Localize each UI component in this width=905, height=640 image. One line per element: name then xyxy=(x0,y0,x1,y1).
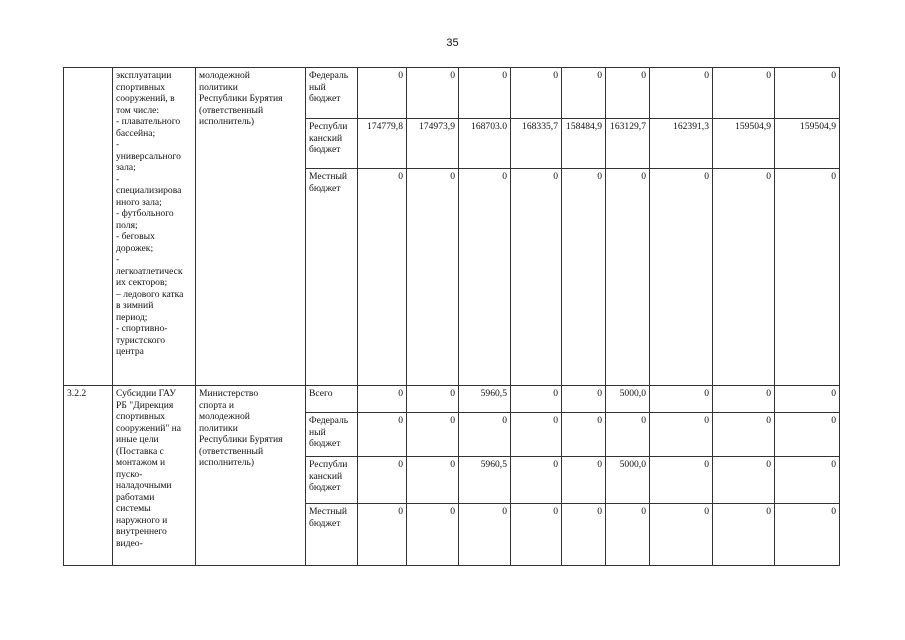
value-cell xyxy=(775,504,840,566)
page-number: 35 xyxy=(446,37,459,49)
value-text: 0 xyxy=(398,459,403,470)
value-cell xyxy=(775,169,840,386)
value-cell xyxy=(407,169,459,386)
value-cell xyxy=(650,119,713,169)
value-text: 0 xyxy=(831,171,836,182)
value-text: 168335,7 xyxy=(522,121,558,132)
value-text: 0 xyxy=(398,171,403,182)
value-cell xyxy=(459,169,511,386)
item-code-cell: 3.2.2 xyxy=(64,386,113,566)
value-cell xyxy=(606,169,650,386)
value-text: 0 xyxy=(831,70,836,81)
value-cell xyxy=(713,413,775,457)
value-text: 0 xyxy=(766,506,771,517)
value-text: 5960,5 xyxy=(480,459,507,470)
value-text: 0 xyxy=(450,388,455,399)
value-text: 0 xyxy=(597,171,602,182)
value-cell xyxy=(459,68,511,119)
value-text: 0 xyxy=(831,459,836,470)
funding-source-cell: Местный бюджет xyxy=(306,504,358,566)
value-cell xyxy=(407,119,459,169)
value-text: 0 xyxy=(597,459,602,470)
value-cell xyxy=(358,504,407,566)
funding-source-cell: Республи канский бюджет xyxy=(306,457,358,504)
value-cell xyxy=(650,169,713,386)
value-cell xyxy=(562,457,606,504)
value-cell xyxy=(459,413,511,457)
value-cell xyxy=(511,457,562,504)
value-cell xyxy=(606,457,650,504)
value-cell xyxy=(459,119,511,169)
executor-cell: Министерство спорта и молодежной политики Республики Бурятия (ответственный исполнитель) xyxy=(196,386,306,566)
value-text: 0 xyxy=(553,506,558,517)
value-text: 5960,5 xyxy=(480,388,507,399)
value-text: 0 xyxy=(766,388,771,399)
value-cell xyxy=(606,68,650,119)
value-text: 0 xyxy=(766,171,771,182)
value-text: 0 xyxy=(831,388,836,399)
value-text: 0 xyxy=(704,70,709,81)
value-text: 0 xyxy=(704,506,709,517)
value-text: 0 xyxy=(398,506,403,517)
value-cell xyxy=(775,119,840,169)
value-cell xyxy=(650,68,713,119)
value-cell xyxy=(713,504,775,566)
value-cell xyxy=(606,413,650,457)
value-text: 0 xyxy=(831,415,836,426)
value-text: 0 xyxy=(450,70,455,81)
item-code-cell xyxy=(64,68,113,386)
value-text: 0 xyxy=(553,415,558,426)
value-cell xyxy=(606,504,650,566)
value-text: 162391,3 xyxy=(673,121,709,132)
value-cell xyxy=(511,68,562,119)
value-text: 0 xyxy=(398,415,403,426)
value-text: 0 xyxy=(766,70,771,81)
value-cell xyxy=(459,457,511,504)
value-text: 0 xyxy=(704,388,709,399)
value-cell xyxy=(459,504,511,566)
value-cell xyxy=(562,504,606,566)
value-text: 0 xyxy=(597,506,602,517)
value-cell xyxy=(511,413,562,457)
funding-source-cell: Федераль ный бюджет xyxy=(306,68,358,119)
value-text: 0 xyxy=(553,171,558,182)
value-text: 159504,9 xyxy=(800,121,836,132)
item-name-cell: эксплуатации спортивных сооружений, в том числе: - плавательного бассейна; - универсального зала; - специализирова нного зала; - футбольного поля; - беговых дорожек; - легкоатлетическ их секторов; – ледового катка в зимний период; - спортивно- туристского центра xyxy=(113,68,196,386)
value-text: 168703.0 xyxy=(471,121,507,132)
value-text: 0 xyxy=(831,506,836,517)
value-text: 0 xyxy=(450,459,455,470)
value-cell xyxy=(407,68,459,119)
value-cell xyxy=(562,386,606,413)
value-cell xyxy=(358,457,407,504)
value-text: 0 xyxy=(502,70,507,81)
value-text: 158484,9 xyxy=(566,121,602,132)
funding-source-cell: Федераль ный бюджет xyxy=(306,413,358,457)
value-cell xyxy=(358,119,407,169)
value-text: 0 xyxy=(553,388,558,399)
value-cell xyxy=(562,68,606,119)
value-text: 0 xyxy=(502,415,507,426)
value-cell xyxy=(511,504,562,566)
value-cell xyxy=(606,386,650,413)
value-text: 0 xyxy=(502,506,507,517)
value-cell xyxy=(511,386,562,413)
value-text: 0 xyxy=(398,70,403,81)
value-text: 0 xyxy=(766,415,771,426)
value-cell xyxy=(358,169,407,386)
value-text: 0 xyxy=(597,388,602,399)
value-text: 159504,9 xyxy=(735,121,771,132)
item-name-cell: Субсидии ГАУ РБ "Дирекция спортивных сооружений" на иные цели (Поставка с монтажом и пуско- наладочными работами системы наружного и внутреннего видео- xyxy=(113,386,196,566)
value-text: 0 xyxy=(704,171,709,182)
value-cell xyxy=(713,119,775,169)
value-text: 0 xyxy=(641,171,646,182)
value-cell xyxy=(775,413,840,457)
value-cell xyxy=(606,119,650,169)
value-text: 163129,7 xyxy=(610,121,646,132)
value-cell xyxy=(358,413,407,457)
value-cell xyxy=(650,457,713,504)
value-cell xyxy=(459,386,511,413)
value-cell xyxy=(407,457,459,504)
value-text: 0 xyxy=(704,415,709,426)
value-text: 0 xyxy=(597,415,602,426)
value-cell xyxy=(650,504,713,566)
value-text: 0 xyxy=(641,70,646,81)
value-cell xyxy=(511,119,562,169)
table-row xyxy=(64,386,840,413)
value-text: 0 xyxy=(704,459,709,470)
value-text: 0 xyxy=(502,171,507,182)
value-cell xyxy=(562,413,606,457)
value-text: 174779,8 xyxy=(367,121,403,132)
value-text: 0 xyxy=(553,459,558,470)
value-text: 0 xyxy=(450,506,455,517)
value-cell xyxy=(562,119,606,169)
value-text: 5000,0 xyxy=(619,388,646,399)
value-cell xyxy=(713,68,775,119)
budget-table xyxy=(63,67,840,566)
value-cell xyxy=(775,68,840,119)
value-cell xyxy=(407,386,459,413)
value-text: 0 xyxy=(553,70,558,81)
value-cell xyxy=(407,413,459,457)
value-cell xyxy=(358,386,407,413)
executor-cell: молодежной политики Республики Бурятия (ответственный исполнитель) xyxy=(196,68,306,386)
value-text: 0 xyxy=(641,415,646,426)
funding-source-cell: Республи канский бюджет xyxy=(306,119,358,169)
value-text: 0 xyxy=(398,388,403,399)
value-text: 174973,9 xyxy=(419,121,455,132)
value-cell xyxy=(713,386,775,413)
value-cell xyxy=(562,169,606,386)
value-text: 0 xyxy=(641,506,646,517)
value-text: 0 xyxy=(450,415,455,426)
value-cell xyxy=(407,504,459,566)
funding-source-cell: Всего xyxy=(306,386,358,413)
value-cell xyxy=(650,413,713,457)
value-cell xyxy=(511,169,562,386)
value-cell xyxy=(358,68,407,119)
value-cell xyxy=(650,386,713,413)
value-cell xyxy=(713,169,775,386)
value-text: 0 xyxy=(450,171,455,182)
value-text: 0 xyxy=(597,70,602,81)
value-text: 0 xyxy=(766,459,771,470)
funding-source-cell: Местный бюджет xyxy=(306,169,358,386)
value-text: 5000,0 xyxy=(619,459,646,470)
value-cell xyxy=(775,386,840,413)
value-cell xyxy=(775,457,840,504)
table-row xyxy=(64,68,840,119)
value-cell xyxy=(713,457,775,504)
